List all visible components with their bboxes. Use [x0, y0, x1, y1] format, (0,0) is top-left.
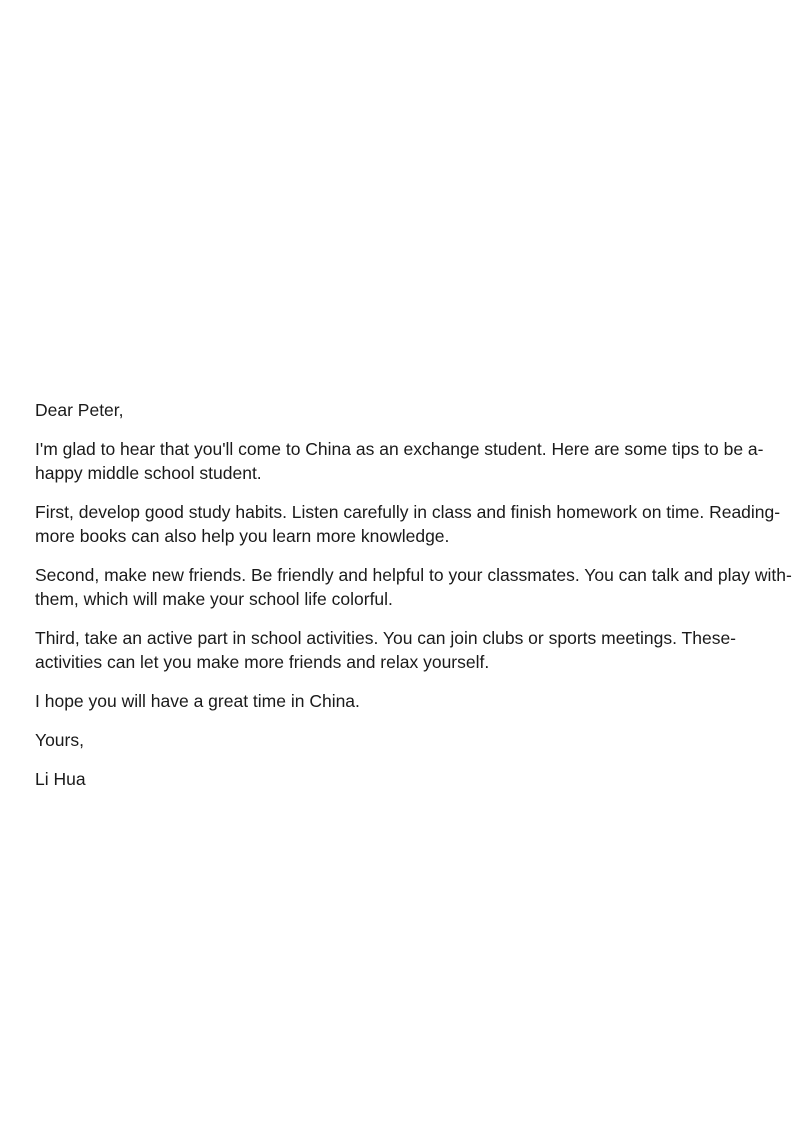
closing: Yours, — [35, 730, 84, 750]
paragraph-first-tip — [35, 500, 781, 548]
paragraph-line: I hope you will have a great time in China. — [35, 691, 360, 711]
paragraph-line: activities can let you make more friends and relax yourself. — [35, 652, 490, 672]
paragraph-line: I'm glad to hear that you'll come to China as an exchange student. Here are some tips to be a- — [35, 439, 764, 459]
paragraph-line: Second, make new friends. Be friendly and helpful to your classmates. You can talk and play with- — [35, 565, 792, 585]
paragraph-line: more books can also help you learn more knowledge. — [35, 526, 450, 546]
paragraph-second-tip — [35, 563, 792, 611]
paragraph-wish — [35, 689, 767, 713]
salutation: Dear Peter, — [35, 400, 124, 420]
letter-body — [35, 398, 792, 806]
paragraph-third-tip — [35, 626, 767, 674]
paragraph-line: happy middle school student. — [35, 463, 262, 483]
paragraph-intro — [35, 437, 767, 485]
paragraph-line: them, which will make your school life colorful. — [35, 589, 393, 609]
paragraph-line: Third, take an active part in school activities. You can join clubs or sports meetings. These- — [35, 628, 737, 648]
paragraph-line: First, develop good study habits. Listen carefully in class and finish homework on time. Reading- — [35, 502, 781, 522]
signature: Li Hua — [35, 769, 86, 789]
